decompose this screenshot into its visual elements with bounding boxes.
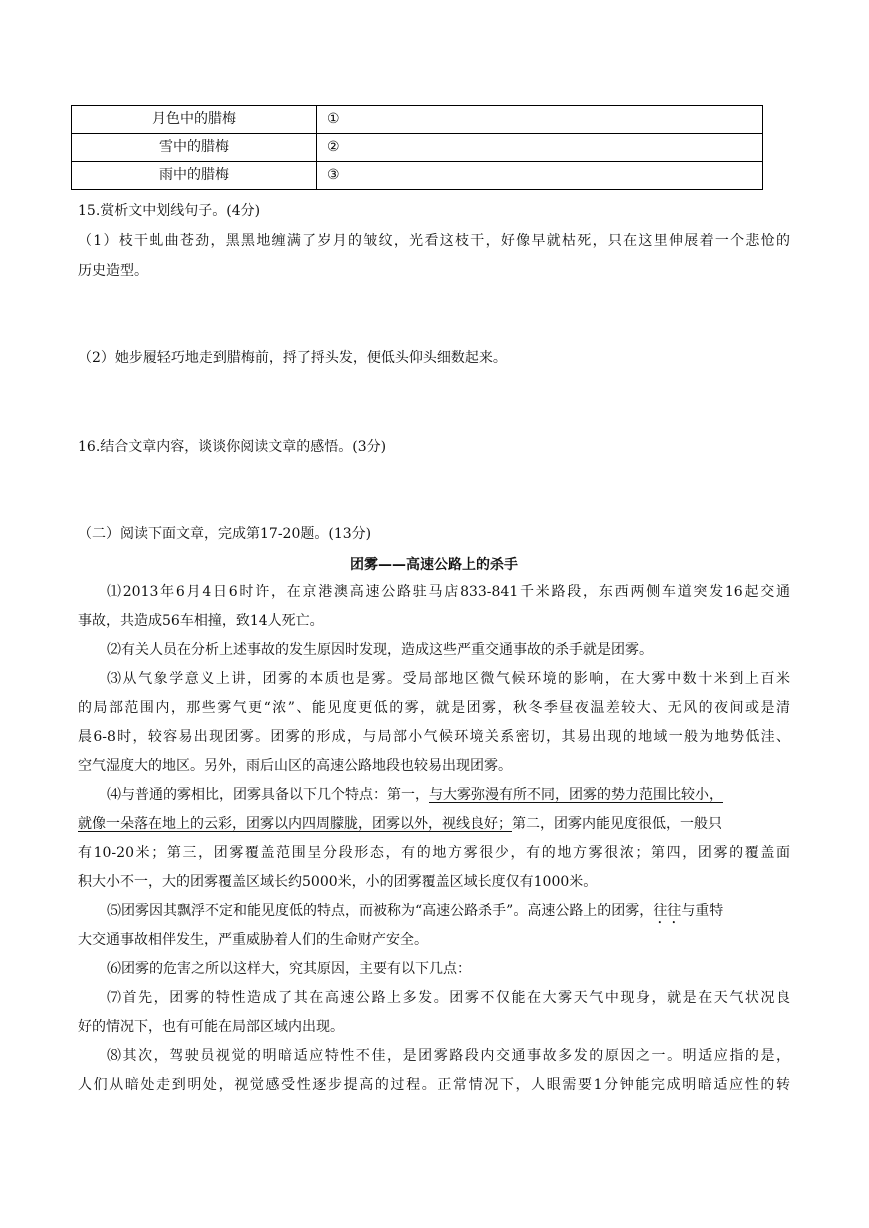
paragraph-2-line: ⑵有关人员在分析上述事故的发生原因时发现，造成这些严重交通事故的杀手就是团雾。	[107, 642, 653, 658]
paragraph-7-line: 好的情况下，也有可能在局部区域内出现。	[78, 1019, 344, 1035]
section-2-intro: （二）阅读下面文章，完成第17-20题。(13分)	[78, 526, 372, 542]
table-row-answer: ③	[317, 162, 763, 190]
paragraph-5-text: 与重特	[681, 903, 724, 919]
paragraph-4-line	[107, 785, 790, 805]
paragraph-8-line: 人们从暗处走到明处，视觉感受性逐步提高的过程。正常情况下，人眼需要1分钟能完成明暗适应性的转	[78, 1077, 790, 1093]
paragraph-3-line: 的局部范围内，那些雾气更“浓”、能见度更低的雾，就是团雾，秋冬季昼夜温差较大、无风的夜间或是清	[78, 700, 790, 716]
question-15-item-2: （2）她步履轻巧地走到腊梅前，捋了捋头发，便低头仰头细数起来。	[78, 350, 507, 366]
article-title: 团雾——高速公路上的杀手	[350, 557, 518, 573]
question-15-item-1-line: （1）枝干虬曲苍劲，黑黑地缠满了岁月的皱纹，光看这枝干，好像早就枯死，只在这里伸展着一个悲怆的	[78, 233, 790, 249]
underlined-sentence: 就像一朵落在地上的云彩，团雾以内四周朦胧，团雾以外，视线良好；	[78, 816, 512, 832]
table-row-label: 雪中的腊梅	[72, 134, 317, 162]
paragraph-1-line: ⑴2013年6月4日6时许，在京港澳高速公路驻马店833-841千米路段，东西两侧车道突发16起交通	[107, 584, 790, 600]
table-row	[72, 134, 763, 162]
table-row-label: 月色中的腊梅	[72, 106, 317, 134]
paragraph-3-line: 晨6-8时，较容易出现团雾。团雾的形成，与局部小气候环境关系密切，其易出现的地域一般为地势低洼、	[78, 729, 790, 745]
table-row	[72, 162, 763, 190]
plum-answer-table	[71, 105, 763, 190]
paragraph-6-line: ⑹团雾的危害之所以这样大，究其原因，主要有以下几点：	[107, 961, 471, 977]
paragraph-4-text: ⑷与普通的雾相比，团雾具备以下几个特点：第一，	[107, 787, 429, 803]
paragraph-4-line: 有10-20米；第三，团雾覆盖范围呈分段形态，有的地方雾很少，有的地方雾很浓；第四，团雾的覆盖面	[78, 845, 790, 861]
question-15-item-1-line: 历史造型。	[78, 263, 148, 279]
paragraph-5-text: ⑸团雾因其飘浮不定和能见度低的特点，而被称为“高速公路杀手”。高速公路上的团雾，	[107, 903, 654, 919]
question-15-title: 15.赏析文中划线句子。(4分)	[78, 203, 261, 219]
question-16-title: 16.结合文章内容，谈谈你阅读文章的感悟。(3分)	[78, 439, 387, 455]
table-row-answer: ②	[317, 134, 763, 162]
underlined-sentence: 与大雾弥漫有所不同，团雾的势力范围比较小，	[429, 787, 723, 803]
emphasized-word: 往往	[653, 903, 682, 919]
paragraph-7-line: ⑺首先，团雾的特性造成了其在高速公路上多发。团雾不仅能在大雾天气中现身，就是在天气状况良	[107, 990, 790, 1006]
paragraph-4-line: 积大小不一，大的团雾覆盖区域长约5000米，小的团雾覆盖区域长度仅有1000米。	[78, 874, 598, 890]
table-row-answer: ①	[317, 106, 763, 134]
paragraph-1-line: 事故，共造成56车相撞，致14人死亡。	[78, 613, 324, 629]
paragraph-8-line: ⑻其次，驾驶员视觉的明暗适应特性不佳，是团雾路段内交通事故多发的原因之一。明适应指的是，	[107, 1048, 790, 1064]
paragraph-4-line	[78, 814, 790, 834]
table-row-label: 雨中的腊梅	[72, 162, 317, 190]
paragraph-3-line: 空气湿度大的地区。另外，雨后山区的高速公路地段也较易出现团雾。	[78, 758, 512, 774]
paragraph-5-line	[107, 901, 819, 927]
paragraph-5-line: 大交通事故相伴发生，严重威胁着人们的生命财产安全。	[78, 932, 428, 948]
paragraph-4-text: 第二，团雾内能见度很低，一般只	[512, 816, 722, 832]
table-row	[72, 106, 763, 134]
paragraph-3-line: ⑶从气象学意义上讲，团雾的本质也是雾。受局部地区微气候环境的影响，在大雾中数十米到上百米	[107, 671, 790, 687]
